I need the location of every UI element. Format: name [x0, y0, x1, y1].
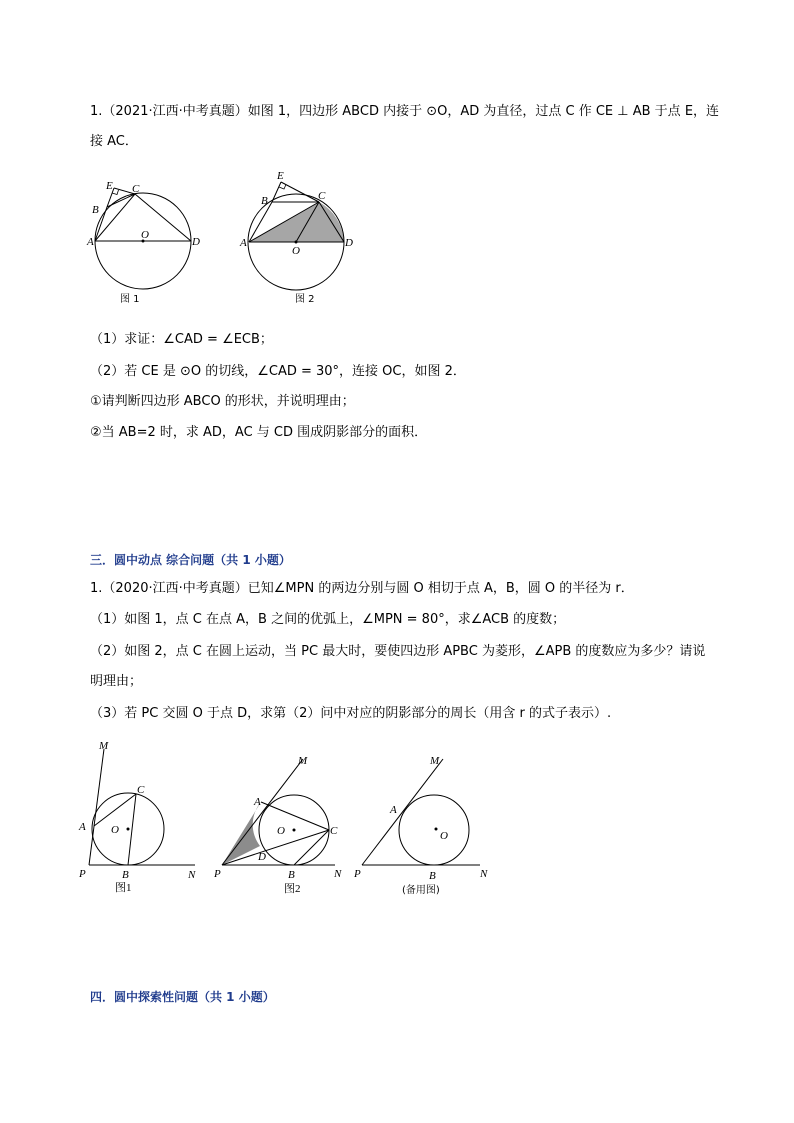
q1-line1: 1.（2021·江西·中考真题）如图 1，四边形 ABCD 内接于 ⊙O，AD 为直径，过点 C 作 CE ⊥ AB 于点 E，连 — [90, 104, 720, 119]
fig5-label-O: O — [440, 830, 448, 842]
fig4-segment-AC — [261, 802, 329, 830]
fig5-center-dot — [435, 828, 438, 831]
figure-1 — [80, 180, 210, 310]
section-4-heading: 四．圆中探索性问题（共 1 小题） — [90, 990, 275, 1004]
fig4-ray-PM — [222, 759, 303, 865]
fig2-label-A: A — [240, 237, 247, 249]
fig3-label-B: B — [122, 869, 129, 881]
fig1-caption: 图 1 — [120, 294, 140, 305]
fig2-segment-EC — [281, 182, 319, 202]
q2-part2b: 明理由； — [90, 674, 143, 689]
fig4-label-M: M — [298, 755, 308, 767]
fig3-label-M: M — [99, 740, 109, 752]
section-3-heading: 三．圆中动点 综合问题（共 1 小题） — [90, 553, 291, 567]
fig3-segment-AC — [94, 794, 136, 826]
fig2-label-C: C — [318, 190, 326, 202]
fig4-label-C: C — [330, 825, 338, 837]
figure-q2-2 — [210, 745, 360, 905]
fig5-circle — [399, 795, 469, 865]
figure-q2-1 — [75, 735, 210, 905]
fig4-caption: 图2 — [284, 883, 301, 895]
fig4-label-P: P — [214, 868, 221, 880]
fig2-center-dot — [295, 241, 298, 244]
fig1-label-E: E — [106, 180, 113, 192]
figure-q2-spare — [350, 745, 500, 905]
fig5-label-N: N — [480, 868, 488, 880]
fig1-label-B: B — [92, 204, 99, 216]
fig4-center-dot — [293, 829, 296, 832]
fig5-label-B: B — [429, 870, 436, 882]
q1-sub2: ②当 AB=2 时，求 AD，AC 与 CD 围成阴影部分的面积． — [90, 425, 428, 440]
fig2-label-O: O — [292, 245, 300, 257]
q2-part2a: （2）如图 2，点 C 在圆上运动，当 PC 最大时，要使四边形 APBC 为菱形，∠APB 的度数应为多少？请说 — [90, 644, 706, 659]
fig2-label-B: B — [261, 195, 268, 207]
fig1-label-C: C — [132, 183, 140, 195]
fig1-label-O: O — [141, 229, 149, 241]
fig5-label-A: A — [390, 804, 397, 816]
q1-line2: 接 AC． — [90, 134, 138, 149]
q1-part1: （1）求证：∠CAD = ∠ECB； — [90, 332, 273, 347]
fig4-label-B: B — [288, 869, 295, 881]
fig3-label-N: N — [188, 869, 196, 881]
fig5-caption: (备用图) — [402, 885, 440, 896]
q2-part3: （3）若 PC 交圆 O 于点 D，求第（2）问中对应的阴影部分的周长（用含 r 的式子表示）. — [90, 706, 612, 721]
fig4-label-D: D — [258, 851, 266, 863]
fig3-ray-PM — [89, 749, 104, 865]
q2-part1: （1）如图 1，点 C 在点 A，B 之间的优弧上，∠MPN = 80°，求∠ACB 的度数； — [90, 612, 566, 627]
q1-sub1: ①请判断四边形 ABCO 的形状，并说明理由； — [90, 394, 355, 409]
fig3-label-C: C — [137, 784, 145, 796]
fig5-ray-PM — [362, 759, 443, 865]
q2-line1: 1.（2020·江西·中考真题）已知∠MPN 的两边分别与圆 O 相切于点 A，B，圆 O 的半径为 r． — [90, 581, 634, 596]
fig4-label-A: A — [254, 796, 261, 808]
fig2-label-E: E — [277, 170, 284, 182]
fig3-label-P: P — [79, 868, 86, 880]
fig1-label-D: D — [192, 236, 200, 248]
fig3-caption: 图1 — [115, 882, 132, 894]
fig5-label-M: M — [430, 755, 440, 767]
fig4-label-N: N — [334, 868, 342, 880]
fig2-segment-BE — [272, 182, 281, 202]
fig3-label-O: O — [111, 824, 119, 836]
fig4-label-O: O — [277, 825, 285, 837]
fig3-center-dot — [127, 828, 130, 831]
fig2-label-D: D — [345, 237, 353, 249]
fig5-label-P: P — [354, 868, 361, 880]
fig2-caption: 图 2 — [295, 294, 315, 305]
fig4-shaded-region — [222, 802, 261, 865]
fig1-label-A: A — [87, 236, 94, 248]
q1-part2: （2）若 CE 是 ⊙O 的切线，∠CAD = 30°，连接 OC，如图 2． — [90, 364, 466, 379]
figure-2 — [235, 165, 365, 310]
fig3-label-A: A — [79, 821, 86, 833]
